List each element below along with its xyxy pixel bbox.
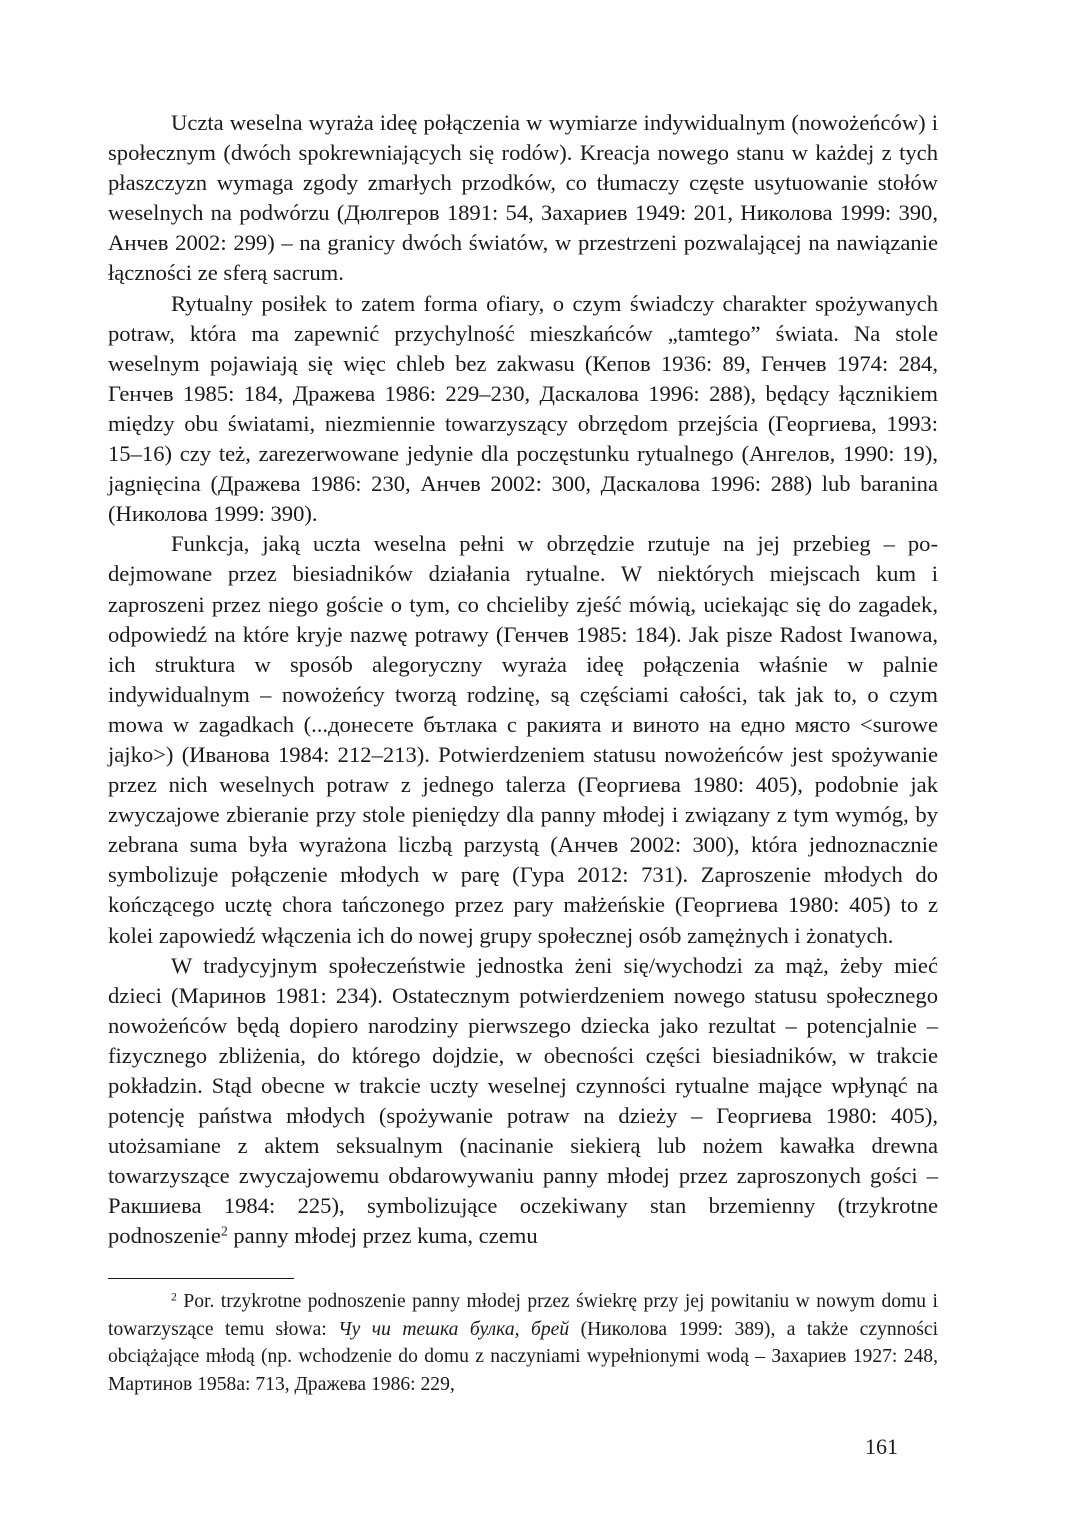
footnote-reference[interactable]: 2	[220, 1224, 228, 1240]
footnote-2	[108, 1288, 938, 1398]
paragraph-1: Uczta weselna wyraża ideę połączenia w wymiarze indywidualnym (nowożeńców) i społecznym (dwóch spokrewniających się rodów). Kreacja nowego stanu w każdej z tych płaszczyzn wymaga zgody zmarłych przodków, co tłumaczy częste usytuowanie stołów weselnych na podwórzu (Дюлгеров 1891: 54, Захариев 1949: 201, Николова 1999: 390, Анчев 2002: 299) – na granicy dwóch światów, w przestrzeni pozwalającej na nawiązanie łączności ze sferą sacrum.	[108, 110, 938, 286]
page-number: 161	[865, 1434, 898, 1459]
footnote-number: 2	[171, 1290, 177, 1304]
paragraph-2: Rytualny posiłek to zatem forma ofiary, o czym świadczy charakter spożywanych potraw, która ma zapewnić przychylność mieszkańców „tamtego” świata. Na stole weselnym pojawiają się więc chleb bez zakwasu (Кепов 1936: 89, Генчев 1974: 284, Генчев 1985: 184, Дражева 1986: 229–230, Даскалова 1996: 288), będący łącznikiem między obu światami, niezmiennie towarzyszący obrzędom przejścia (Георгиева, 1993: 15–16) czy też, zarezerwowane jedynie dla poczęstunku rytualnego (Ангелов, 1990: 19), jagnięcina (Дражева 1986: 230, Анчев 2002: 300, Даскалова 1996: 288) lub baranina (Николова 1999: 390).	[108, 290, 938, 527]
footnote-text: Por. trzykrotne podnoszenie panny młodej przez świekrę przy jej powitaniu w nowym domu i towarzyszące temu słowa:	[108, 1291, 938, 1340]
main-text	[108, 108, 938, 1252]
footnote-separator	[108, 1278, 294, 1279]
paragraph-4-text: W tradycyjnym społeczeństwie jednostka żeni się/wychodzi za mąż, żeby mieć dzieci (Маринов 1981: 234). Ostatecznym potwierdzeniem nowego statusu społecznego nowożeńców będą dopiero narodziny pierwszego dziecka jako rezultat – potencjalnie – fizycznego zbliżenia, do którego dojdzie, w obecności części biesiadników, w trakcie pokładzin. Stąd obecne w trakcie uczty weselnej czynności rytualne mające wpłynąć na potencję państwa młodych (spożywanie potraw na dzieży – Георгиева 1980: 405), utożsamiane z aktem seksualnym (nacinanie siekierą lub nożem kawałka drewna towarzyszące zwyczajowemu obdarowywaniu panny młodej przez zaproszonych gości – Ракшиева 1984: 225), symbolizujące oczekiwany stan brzemienny (trzykrotne podnoszenie	[108, 952, 938, 1249]
footnotes	[108, 1288, 938, 1398]
footnote-quote: Чу чи тешка булка, брей	[338, 1318, 570, 1340]
paragraph-4-text-end: panny młodej przez kuma, czemu	[227, 1223, 538, 1249]
paragraph-3: Funkcja, jaką uczta weselna pełni w obrzędzie rzutuje na jej przebieg – podejmowane przez biesiadników działania rytualne. W niektórych miejscach kum i zaproszeni przez niego goście o tym, co chcieliby zjeść mówią, uciekając się do zagadek, odpowiedź na które kryje nazwę potrawy (Генчев 1985: 184). Jak pisze Radost Iwanowa, ich struktura w sposób alegoryczny wyraża ideę połączenia właśnie w palnie indywidualnym – nowożeńcy tworzą rodzinę, są częściami całości, tak jak to, o czym mowa w zagadkach (...донесете бътлака с ракията и виното на едно място <surowe jajko>) (Иванова 1984: 212–213). Potwierdzeniem statusu nowożeńców jest spożywanie przez nich weselnych potraw z jednego talerza (Георгиева 1980: 405), podobnie jak zwyczajowe zbieranie przy stole pieniędzy dla panny młodej i związany z tym wymóg, by zebrana suma była wyrażona liczbą parzystą (Анчев 2002: 300), która jednoznacznie symbolizuje połączenie młodych w parę (Гура 2012: 731). Zaproszenie młodych do kończącego ucztę chora tańczonego przez pary małżeńskie (Георгиева 1980: 405) to z kolei zapowiedź włączenia ich do nowej grupy społecznej osób zamężnych i żonatych.	[108, 531, 938, 948]
footnote-text-end: (Николова 1999: 389), a także czynności obciążające młodą (np. wchodzenie do domu z naczyniami wypełnionymi wodą – Захариев 1927: 248, Мартинов 1958а: 713, Дражева 1986: 229,	[108, 1318, 939, 1395]
paragraph-4	[108, 951, 938, 1252]
